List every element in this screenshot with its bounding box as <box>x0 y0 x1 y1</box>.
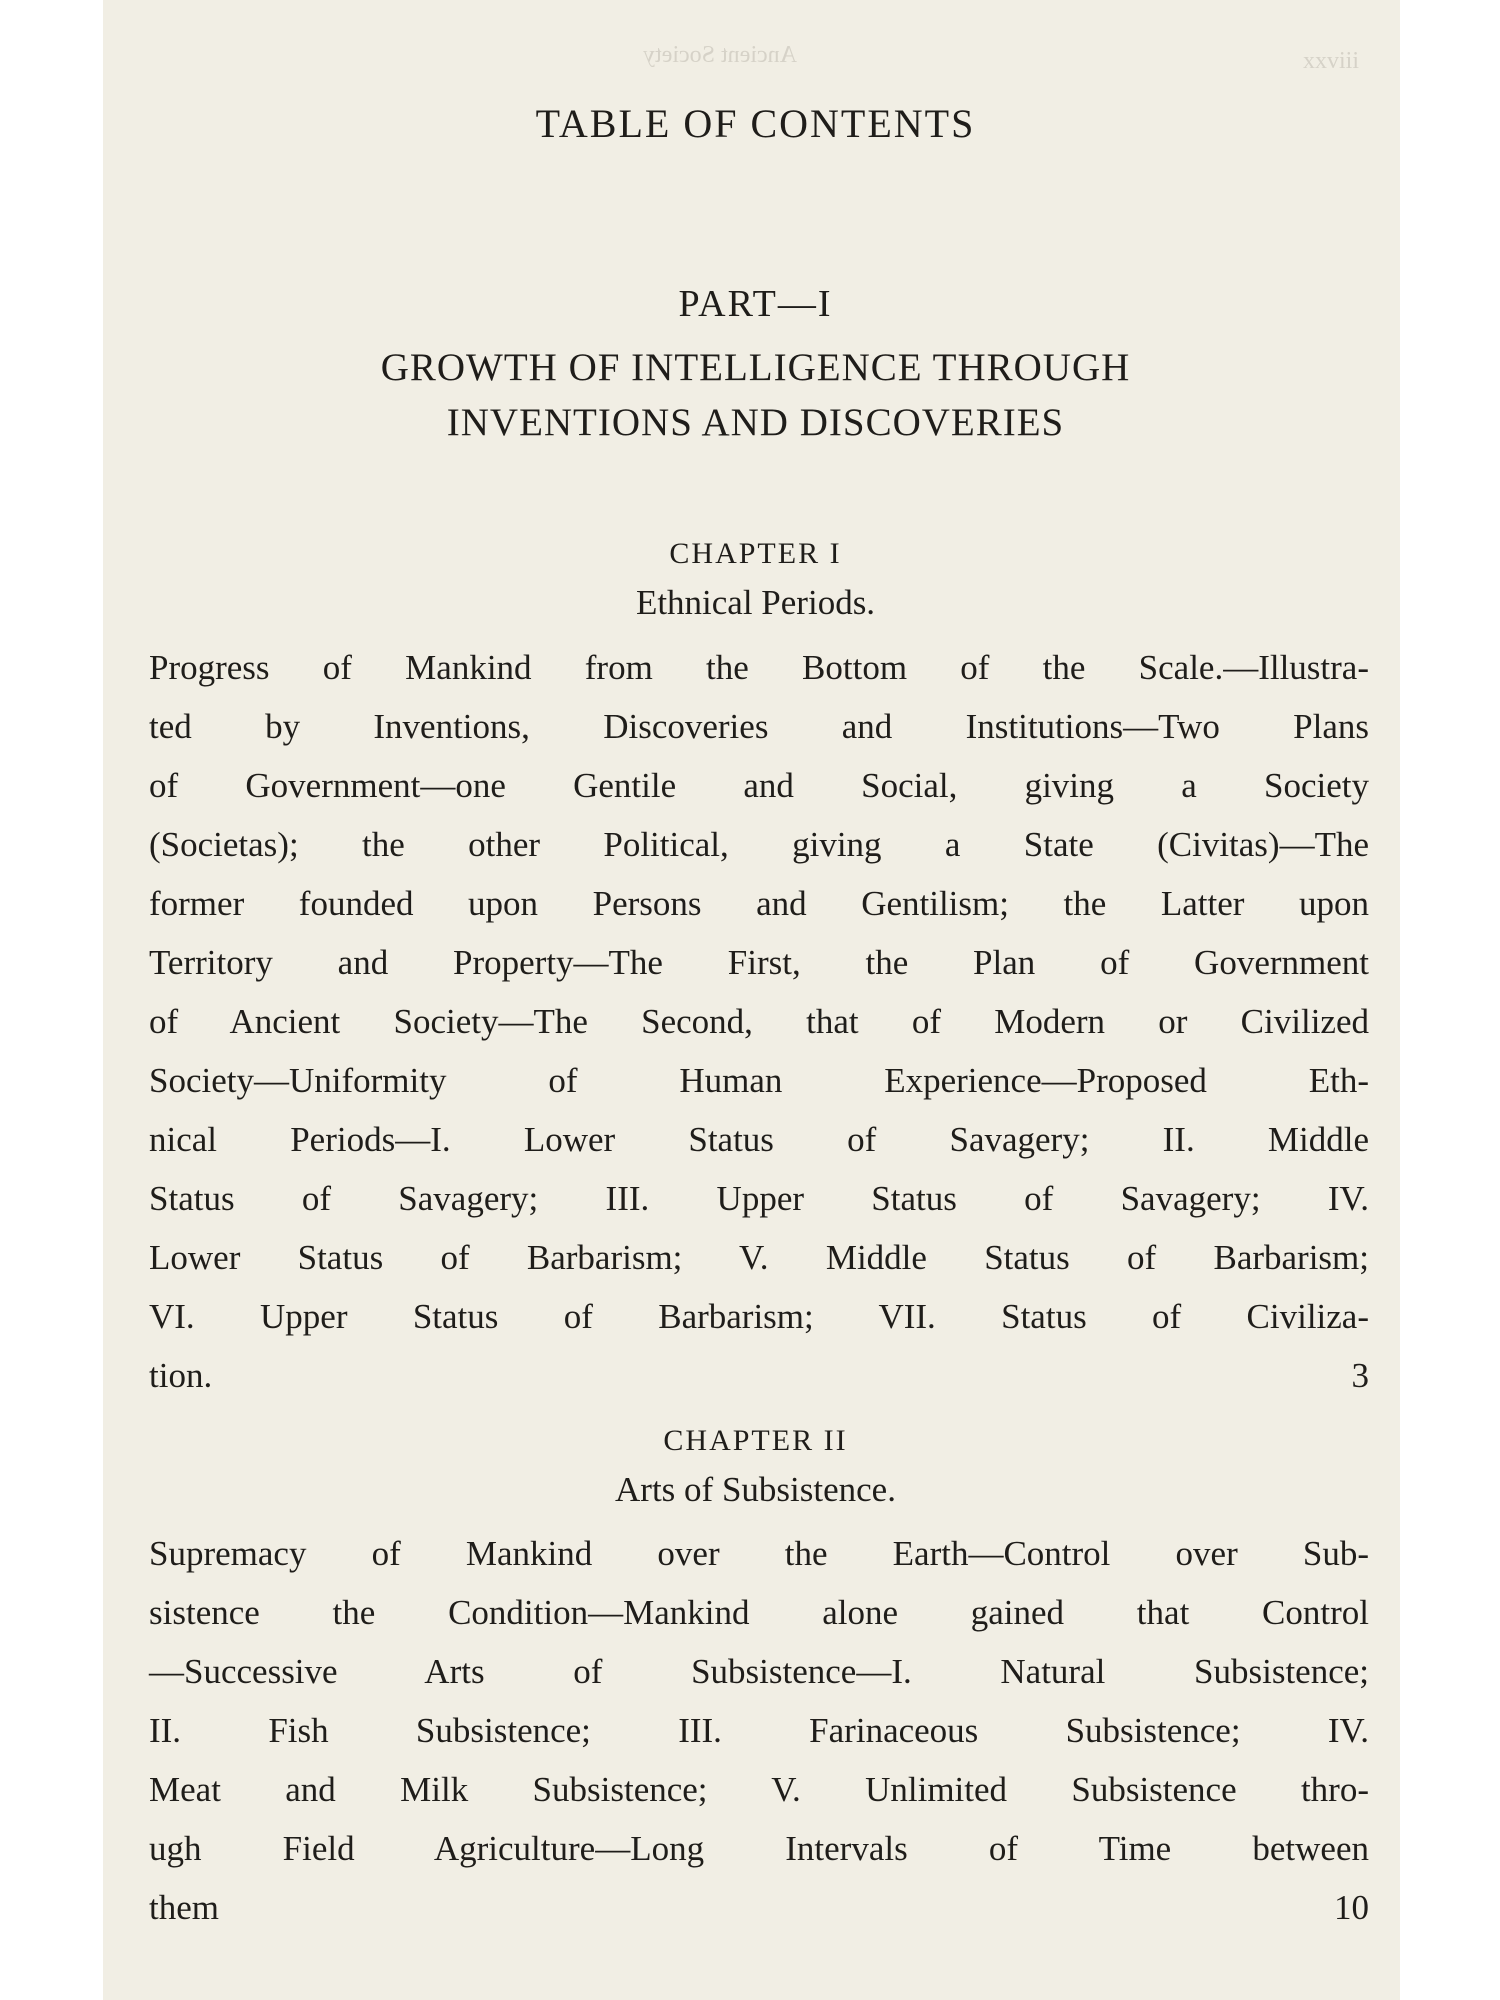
part-title-line: GROWTH OF INTELLIGENCE THROUGH <box>380 346 1131 389</box>
book-page <box>103 0 1400 2000</box>
summary-line: —Successive Arts of Subsistence—I. Natural Subsistence; <box>149 1652 1369 1691</box>
summary-line: of Ancient Society—The Second, that of Modern or Civilized <box>149 1002 1369 1041</box>
chapter-2-summary <box>149 1524 1369 1937</box>
part-title-line: INVENTIONS AND DISCOVERIES <box>446 401 1065 444</box>
summary-line: nical Periods—I. Lower Status of Savagery; II. Middle <box>149 1120 1369 1159</box>
summary-line: former founded upon Persons and Gentilism; the Latter upon <box>149 884 1369 923</box>
summary-line: Supremacy of Mankind over the Earth—Control over Sub- <box>149 1534 1369 1573</box>
summary-line: VI. Upper Status of Barbarism; VII. Status of Civiliza- <box>149 1297 1369 1336</box>
chapter-2-number: CHAPTER II <box>663 1424 848 1457</box>
chapter-2-title: Arts of Subsistence. <box>615 1470 896 1509</box>
chapter-2-page-number: 10 <box>1334 1888 1369 1927</box>
summary-last-line <box>149 1878 1369 1937</box>
summary-line: Meat and Milk Subsistence; V. Unlimited Subsistence thro- <box>149 1770 1369 1809</box>
chapter-1-page-number: 3 <box>1351 1356 1369 1395</box>
summary-line: Progress of Mankind from the Bottom of the Scale.—Illustra- <box>149 648 1369 687</box>
chapter-1-title: Ethnical Periods. <box>635 583 876 622</box>
summary-line: of Government—one Gentile and Social, giving a Society <box>149 766 1369 805</box>
part-title <box>143 340 1368 450</box>
summary-line: Society—Uniformity of Human Experience—Proposed Eth- <box>149 1061 1369 1100</box>
page-title: TABLE OF CONTENTS <box>535 101 976 146</box>
summary-line: II. Fish Subsistence; III. Farinaceous Subsistence; IV. <box>149 1711 1369 1750</box>
summary-line: (Societas); the other Political, giving a State (Civitas)—The <box>149 825 1369 864</box>
summary-line: ugh Field Agriculture—Long Intervals of Time between <box>149 1829 1369 1868</box>
bleed-through-page-number: xxviii <box>1303 48 1360 74</box>
chapter-1-summary <box>149 638 1369 1405</box>
summary-line: Territory and Property—The First, the Plan of Government <box>149 943 1369 982</box>
summary-line: ted by Inventions, Discoveries and Institutions—Two Plans <box>149 707 1369 746</box>
summary-line: tion. <box>149 1356 213 1395</box>
bleed-through-running-header: Ancient Society <box>643 42 797 68</box>
summary-line: Status of Savagery; III. Upper Status of Savagery; IV. <box>149 1179 1369 1218</box>
summary-line: sistence the Condition—Mankind alone gained that Control <box>149 1593 1369 1632</box>
summary-line: Lower Status of Barbarism; V. Middle Status of Barbarism; <box>149 1238 1369 1277</box>
part-number: PART—I <box>678 283 833 325</box>
chapter-1-number: CHAPTER I <box>669 537 842 570</box>
summary-last-line <box>149 1346 1369 1405</box>
summary-line: them <box>149 1888 219 1927</box>
